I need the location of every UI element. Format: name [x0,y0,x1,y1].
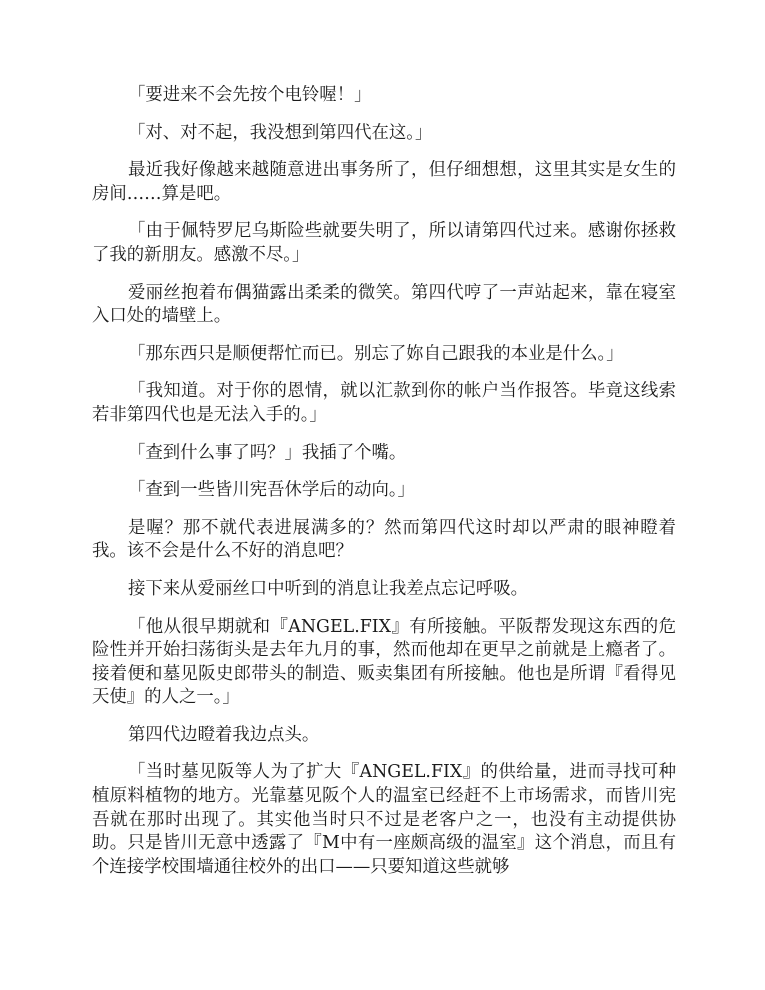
paragraph: 「要进来不会先按个电铃喔！」 [128,85,372,105]
paragraph: 「查到一些皆川宪吾休学后的动向。」 [128,480,415,501]
paragraph: 「对、对不起，我没想到第四代在这。」 [128,122,433,143]
paragraph: 「查到什么事了吗？」我插了个嘴。 [128,442,407,463]
paragraph: 第四代边瞪着我边点头。 [128,724,320,745]
paragraph: 「他从很早期就和『ANGEL.FIX』有所接触。平阪帮发现这东西的危险性并开始扫荡街头是去年九月的事，然而他却在更早之前就是上瘾者了。接着便和墓见阪史郎带头的制造、贩卖集团有所接触。他也是所谓『看得见天使』的人之一。」 [92,616,676,708]
paragraph: 「那东西只是顺便帮忙而已。别忘了妳自己跟我的本业是什么。」 [128,343,624,364]
paragraph: 「当时墓见阪等人为了扩大『ANGEL.FIX』的供给量，进而寻找可种植原料植物的地方。光靠墓见阪个人的温室已经赶不上市场需求，而皆川宪吾就在那时出现了。其实他当时只不过是老客户之一，也没有主动提供协助。只是皆川无意中透露了『M中有一座颇高级的温室』这个消息，而且有个连接学校围墙通往校外的出口——只要知道这些就够 [92,762,676,877]
paragraph: 是喔？那不就代表进展满多的？然而第四代这时却以严肃的眼神瞪着我。该不会是什么不好的消息吧？ [92,517,676,562]
paragraph: 「我知道。对于你的恩情，就以汇款到你的帐户当作报答。毕竟这线索若非第四代也是无法入手的。」 [92,381,676,425]
paragraph: 爱丽丝抱着布偶猫露出柔柔的微笑。第四代哼了一声站起来，靠在寝室入口处的墙壁上。 [92,282,676,327]
paragraph: 接下来从爱丽丝口中听到的消息让我差点忘记呼吸。 [128,578,528,599]
paragraph: 最近我好像越来越随意进出事务所了，但仔细想想，这里其实是女生的房间……算是吧。 [92,160,676,204]
paragraph: 「由于佩特罗尼乌斯险些就要失明了，所以请第四代过来。感谢你拯救了我的新朋友。感激不尽。」 [92,221,676,265]
document-page [92,84,676,893]
